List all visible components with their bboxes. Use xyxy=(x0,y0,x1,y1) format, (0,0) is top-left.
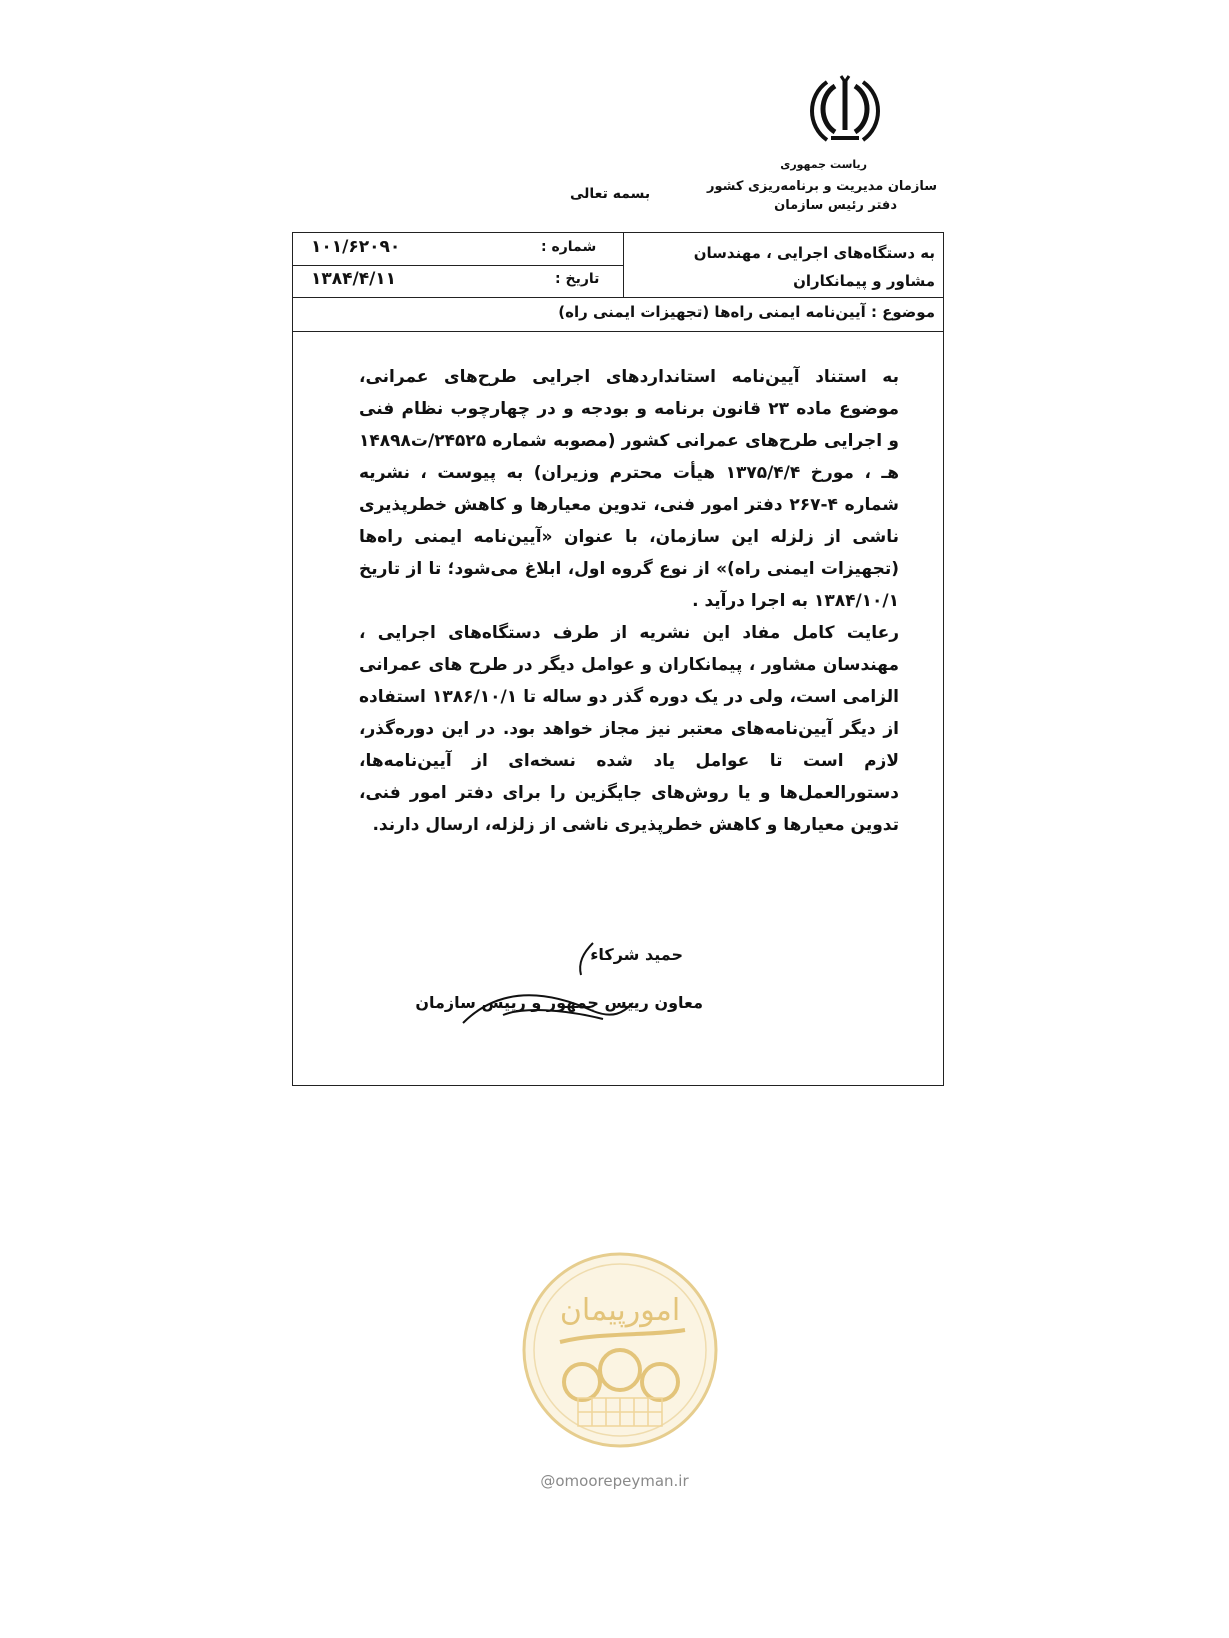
divider xyxy=(293,265,623,266)
omoorepeyman-logo-icon xyxy=(520,1250,720,1450)
body-paragraph: به استناد آیین‌نامه استانداردهای اجرایی طرح‌های عمرانی، موضوع ماده ۲۳ قانون برنامه و بودجه و در چهارچوب نظام فنی و اجرایی طرح‌های عمرانی کشور (مصوبه شماره ۲۴۵۲۵/ت۱۴۸۹۸ هـ ، مورخ ۱۳۷۵/۴/۴ هیأت محترم وزیران) به پیوست ، نشریه شماره ۴-۲۶۷ دفتر امور فنی، تدوین معیارها و کاهش خطرپذیری ناشی از زلزله این سازمان، با عنوان «آیین‌نامه ایمنی راه‌ها (تجهیزات ایمنی راه)» از نوع گروه اول، ابلاغ می‌شود؛ تا از تاریخ ۱۳۸۴/۱۰/۱ به اجرا درآید . xyxy=(359,367,899,611)
organization-name: سازمان مدیریت و برنامه‌ریزی کشور xyxy=(707,179,937,194)
letterhead xyxy=(677,158,937,213)
letter-header-row xyxy=(293,233,943,298)
date-label: تاریخ : xyxy=(555,271,600,287)
subject-row xyxy=(293,297,943,332)
letter-body xyxy=(359,361,899,841)
signatory-title: معاون رییس جمهور و رییس سازمان xyxy=(415,993,703,1012)
watermark-url: @omoorepeyman.ir xyxy=(540,1472,689,1490)
body-paragraph: رعایت کامل مفاد این نشریه از طرف دستگاه‌های اجرایی ، مهندسان مشاور ، پیمانکاران و عوامل دیگر در طرح های عمرانی الزامی است، ولی در یک دوره گذر دو ساله تا ۱۳۸۶/۱۰/۱ استفاده از دیگر آیین‌نامه‌های معتبر نیز مجاز خواهد بود. در این دوره‌گذر، لازم است تا عوامل یاد شده نسخه‌ای از آیین‌نامه‌ها، دستورالعمل‌ها و یا روش‌های جایگزین را برای دفتر امور فنی، تدوین معیارها و کاهش خطرپذیری ناشی از زلزله، ارسال دارند. xyxy=(359,623,899,835)
number-value: ۱۰۱/۶۲۰۹۰ xyxy=(311,237,401,257)
subject: موضوع : آیین‌نامه ایمنی راه‌ها (تجهیزات ایمنی راه) xyxy=(558,303,935,321)
addressee: به دستگاه‌های اجرایی ، مهندسان مشاور و پیمانکاران xyxy=(693,244,935,290)
divider xyxy=(623,233,624,297)
office-name: دفتر رئیس سازمان xyxy=(774,198,897,213)
stamp-lettering: امورپیمان xyxy=(559,1293,681,1328)
handwritten-signature xyxy=(443,923,653,1043)
signatory-name: حمید شرکاء xyxy=(590,945,683,964)
presidency-label: ریاست جمهوری xyxy=(780,158,867,171)
date-value: ۱۳۸۴/۴/۱۱ xyxy=(311,269,397,289)
number-label: شماره : xyxy=(541,239,597,255)
iran-emblem-icon xyxy=(805,72,885,152)
letter-frame xyxy=(292,232,944,1086)
bismillah: بسمه تعالی xyxy=(570,186,651,202)
